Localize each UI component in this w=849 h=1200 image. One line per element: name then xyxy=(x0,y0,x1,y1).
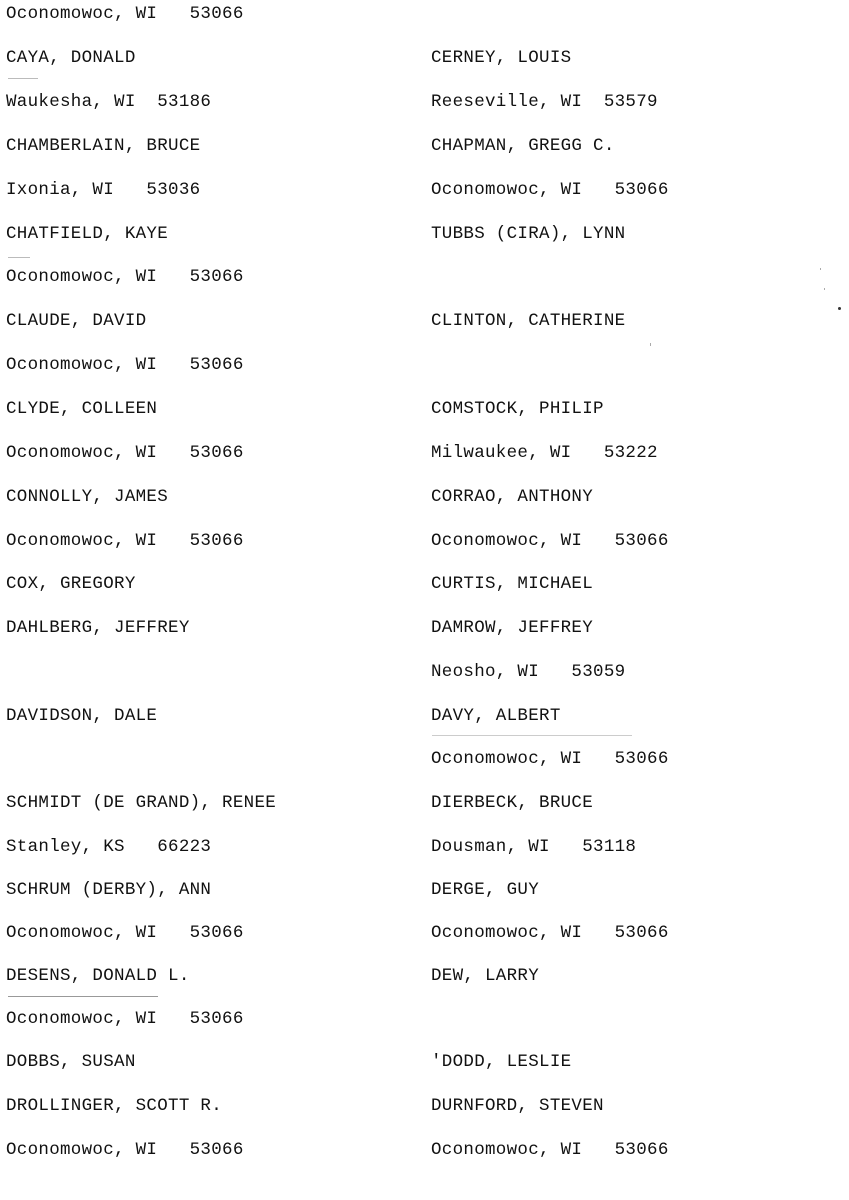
scan-speck xyxy=(838,307,841,310)
entry-right: DURNFORD, STEVEN xyxy=(431,1096,604,1116)
entry-right: Neosho, WI 53059 xyxy=(431,662,626,682)
scan-dash xyxy=(8,257,30,258)
entry-right: 'DODD, LESLIE xyxy=(431,1052,572,1072)
entry-right: Milwaukee, WI 53222 xyxy=(431,443,658,463)
entry-right: Oconomowoc, WI 53066 xyxy=(431,923,669,943)
scan-speck xyxy=(824,288,825,290)
entry-left: DROLLINGER, SCOTT R. xyxy=(6,1096,223,1116)
scan-dash xyxy=(432,735,632,736)
entry-right: Oconomowoc, WI 53066 xyxy=(431,180,669,200)
entry-right: DEW, LARRY xyxy=(431,966,540,986)
entry-left: CHATFIELD, KAYE xyxy=(6,224,169,244)
entry-left: Oconomowoc, WI 53066 xyxy=(6,1140,244,1160)
entry-left: DAVIDSON, DALE xyxy=(6,706,158,726)
entry-left: Oconomowoc, WI 53066 xyxy=(6,4,244,24)
entry-right: Reeseville, WI 53579 xyxy=(431,92,658,112)
entry-right: DAVY, ALBERT xyxy=(431,706,561,726)
entry-right: Oconomowoc, WI 53066 xyxy=(431,531,669,551)
entry-left: SCHRUM (DERBY), ANN xyxy=(6,880,212,900)
entry-right: CLINTON, CATHERINE xyxy=(431,311,626,331)
entry-left: Oconomowoc, WI 53066 xyxy=(6,531,244,551)
entry-left: COX, GREGORY xyxy=(6,574,136,594)
entry-right: CERNEY, LOUIS xyxy=(431,48,572,68)
entry-left: CAYA, DONALD xyxy=(6,48,136,68)
entry-left: Oconomowoc, WI 53066 xyxy=(6,355,244,375)
entry-left: DAHLBERG, JEFFREY xyxy=(6,618,190,638)
entry-left: Oconomowoc, WI 53066 xyxy=(6,1009,244,1029)
entry-left: SCHMIDT (DE GRAND), RENEE xyxy=(6,793,277,813)
entry-left: Ixonia, WI 53036 xyxy=(6,180,201,200)
entry-right: COMSTOCK, PHILIP xyxy=(431,399,604,419)
entry-right: DIERBECK, BRUCE xyxy=(431,793,594,813)
entry-left: CLAUDE, DAVID xyxy=(6,311,147,331)
entry-left: CLYDE, COLLEEN xyxy=(6,399,158,419)
scan-dash xyxy=(8,996,158,997)
entry-left: CHAMBERLAIN, BRUCE xyxy=(6,136,201,156)
scan-speck xyxy=(820,268,821,270)
entry-right: Dousman, WI 53118 xyxy=(431,837,637,857)
entry-right: CHAPMAN, GREGG C. xyxy=(431,136,615,156)
entry-right: TUBBS (CIRA), LYNN xyxy=(431,224,626,244)
scan-dash xyxy=(8,78,38,79)
entry-left: Waukesha, WI 53186 xyxy=(6,92,212,112)
entry-right: DAMROW, JEFFREY xyxy=(431,618,594,638)
entry-right: CORRAO, ANTHONY xyxy=(431,487,594,507)
scan-speck xyxy=(650,343,651,346)
entry-right: Oconomowoc, WI 53066 xyxy=(431,1140,669,1160)
entry-right: Oconomowoc, WI 53066 xyxy=(431,749,669,769)
entry-right: CURTIS, MICHAEL xyxy=(431,574,594,594)
entry-left: CONNOLLY, JAMES xyxy=(6,487,169,507)
entry-left: DESENS, DONALD L. xyxy=(6,966,190,986)
entry-left: DOBBS, SUSAN xyxy=(6,1052,136,1072)
entry-right: DERGE, GUY xyxy=(431,880,540,900)
entry-left: Oconomowoc, WI 53066 xyxy=(6,923,244,943)
entry-left: Oconomowoc, WI 53066 xyxy=(6,267,244,287)
entry-left: Stanley, KS 66223 xyxy=(6,837,212,857)
entry-left: Oconomowoc, WI 53066 xyxy=(6,443,244,463)
